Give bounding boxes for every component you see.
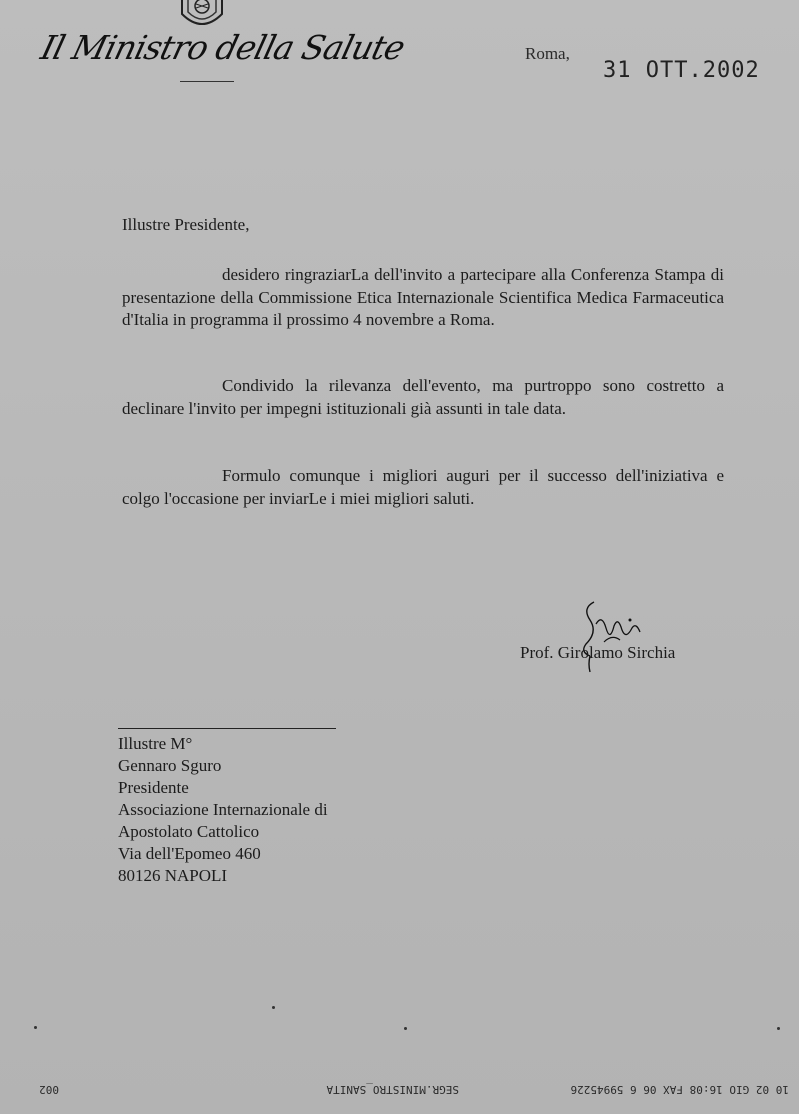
place: Roma, xyxy=(525,44,570,63)
paragraph-2 xyxy=(122,375,724,420)
fax-header-left: 10 02 GIO 16:08 FAX 06 6 59945226 xyxy=(570,1083,789,1096)
date-stamp: 31 OTT.2002 xyxy=(603,58,760,83)
scan-speck xyxy=(777,1027,780,1030)
address-line: Illustre M° xyxy=(118,734,193,753)
paragraph-1-text: desidero ringraziarLa dell'invito a partecipare alla Conferenza Stampa di presentazione della Commissione Etica Internazionale Scientifica Medica Farmaceutica d'Italia in programma il prossimo 4 novembre a Roma. xyxy=(122,265,724,329)
address-line: Via dell'Epomeo 460 xyxy=(118,844,261,863)
letterhead-title: Il Ministro della Salute xyxy=(37,28,409,67)
address-line: Apostolato Cattolico xyxy=(118,822,260,841)
paragraph-2-text: Condivido la rilevanza dell'evento, ma purtroppo sono costretto a declinare l'invito per impegni istituzionali già assunti in tale data. xyxy=(122,376,724,418)
paragraph-3 xyxy=(122,465,724,510)
recipient-address xyxy=(118,733,328,887)
fax-transmission-header xyxy=(0,1078,799,1098)
address-line: 80126 NAPOLI xyxy=(118,866,228,885)
address-line: Associazione Internazionale di xyxy=(118,800,328,819)
letterhead-rule xyxy=(180,81,234,82)
address-rule xyxy=(118,728,336,729)
scan-speck xyxy=(34,1026,37,1029)
paragraph-1 xyxy=(122,264,724,332)
scan-speck xyxy=(272,1006,275,1009)
scan-speck xyxy=(404,1027,407,1030)
republic-emblem-icon xyxy=(176,0,228,26)
fax-header-right: 002 xyxy=(39,1083,59,1096)
paragraph-3-text: Formulo comunque i migliori auguri per il successo dell'iniziativa e colgo l'occasione per inviarLe i miei migliori saluti. xyxy=(122,466,724,508)
address-line: Gennaro Sguro xyxy=(118,756,222,775)
address-line: Presidente xyxy=(118,778,189,797)
salutation: Illustre Presidente, xyxy=(122,215,250,234)
signer-name: Prof. Girolamo Sirchia xyxy=(520,643,676,662)
fax-header-middle: SEGR.MINISTRO_SANITA xyxy=(326,1083,459,1096)
